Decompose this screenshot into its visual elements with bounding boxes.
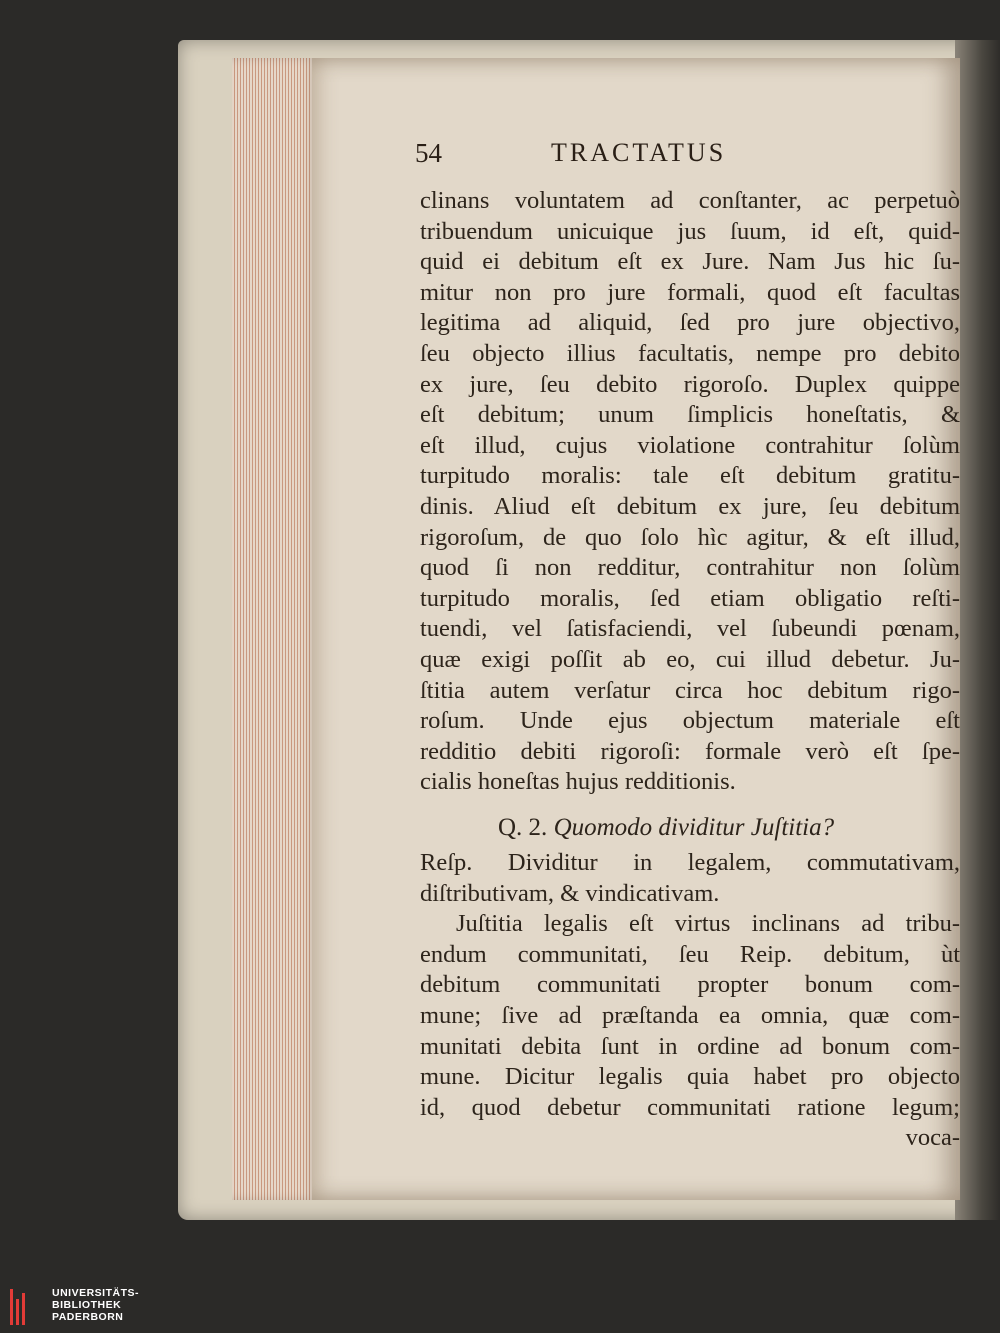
text-line: endum communitati, ſeu Reip. debitum, ùt [420,940,960,968]
paragraph-1 [420,186,960,798]
text-line: legitima ad aliquid, ſed pro jure objectivo, [420,309,960,337]
text-line: Juſtitia legalis eſt virtus inclinans ad tribu- [456,910,960,938]
text-line: quod ſi non redditur, contrahitur non ſolùm [420,554,960,582]
text-line: eſt illud, cujus violatione contrahitur ſolùm [420,431,960,459]
library-logo-text [52,1287,139,1323]
text-line: clinans voluntatem ad conſtanter, ac perpetuò [420,187,960,214]
paragraph-2 [420,848,960,1154]
text-line: diſtributivam, & vindicativam. [420,879,720,907]
text-line: redditio debiti rigoroſi: formale verò eſt ſpe- [420,737,960,765]
logo-line: BIBLIOTHEK [52,1299,122,1311]
library-logo-icon [10,1289,40,1325]
question-heading [498,814,834,842]
text-line: id, quod debetur communitati ratione legum; [420,1093,960,1121]
text-line: tuendi, vel ſatisfaciendi, vel ſubeundi pœnam, [420,615,960,643]
text-line: turpitudo moralis, ſed etiam obligatio reſti- [420,584,960,612]
text-line: ſeu objecto illius facultatis, nempe pro debito [420,339,960,367]
page-edges [232,58,317,1200]
text-line: quæ exigi poſſit ab eo, cui illud debetur. Ju- [420,645,960,673]
text-line: dinis. Aliud eſt debitum ex jure, ſeu debitum [420,492,960,520]
running-title: TRACTATUS [551,138,727,167]
text-line: ſtitia autem verſatur circa hoc debitum rigo- [420,676,960,704]
question-label: Q. 2. [498,814,548,841]
text-line: roſum. Unde ejus objectum materiale eſt [420,707,960,735]
text-line: rigoroſum, de quo ſolo hìc agitur, & eſt illud, [420,523,960,551]
text-line: quid ei debitum eſt ex Jure. Nam Jus hic ſu- [420,248,960,276]
text-line: cialis honeſtas hujus redditionis. [420,768,736,796]
text-line: munitati debita ſunt in ordine ad bonum com- [420,1032,960,1060]
logo-line: UNIVERSITÄTS- [52,1287,140,1299]
footer-bar [0,1283,1000,1333]
catchword: voca- [905,1124,960,1152]
page-number: 54 [415,138,442,168]
text-line: debitum communitati propter bonum com- [420,971,960,999]
text-line: ex jure, ſeu debito rigoroſo. Duplex quippe [420,370,960,398]
text-line: eſt debitum; unum ſimplicis honeſtatis, & [420,401,960,429]
running-head [415,138,775,178]
question-text: Quomodo dividitur Juſtitia? [553,814,835,841]
text-line: mune; ſive ad præſtanda ea omnia, quæ com- [420,1001,960,1029]
text-line: Reſp. Dividitur in legalem, commutativam, [420,849,960,876]
text-line: mitur non pro jure formali, quod eſt facultas [420,278,960,306]
text-line: tribuendum unicuique jus ſuum, id eſt, quid- [420,217,960,245]
text-line: mune. Dicitur legalis quia habet pro objecto [420,1063,960,1091]
facing-page-edge [955,40,1000,1220]
logo-line: PADERBORN [52,1311,124,1323]
text-line: turpitudo moralis: tale eſt debitum gratitu- [420,462,960,490]
